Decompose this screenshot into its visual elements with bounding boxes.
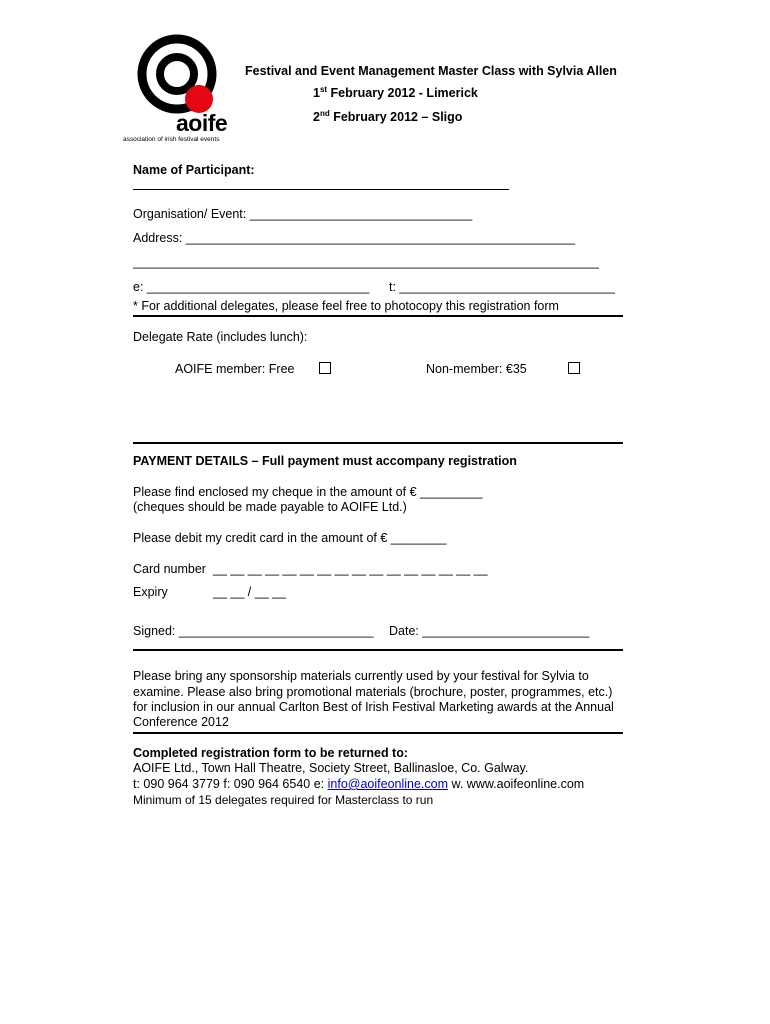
member-rate-checkbox[interactable]	[319, 362, 331, 374]
contact-line: t: 090 964 3779 f: 090 964 6540 e: info@aoifeonline.com w. www.aoifeonline.com	[133, 777, 585, 791]
expiry-label: Expiry	[133, 585, 168, 599]
credit-card-amount-field[interactable]: Please debit my credit card in the amount of € ________	[133, 531, 447, 545]
header-date-sligo: 2nd February 2012 – Sligo	[313, 109, 463, 124]
logo-tagline: association of irish festival events	[123, 136, 220, 143]
sponsorship-text: examine. Please also bring promotional materials (brochure, poster, programmes, etc.)	[133, 685, 613, 699]
signature-field[interactable]: Signed: ____________________________	[133, 624, 374, 638]
aoife-logo	[123, 32, 245, 147]
email-field[interactable]: e: ________________________________	[133, 280, 370, 294]
organisation-field[interactable]: Organisation/ Event: ________________________________	[133, 207, 473, 221]
section-divider	[133, 315, 623, 317]
participant-name-label: Name of Participant:	[133, 163, 255, 177]
header-date-limerick: 1st February 2012 - Limerick	[313, 85, 478, 100]
nonmember-rate-checkbox[interactable]	[568, 362, 580, 374]
section-divider	[133, 442, 623, 444]
telephone-field[interactable]: t: _______________________________	[389, 280, 615, 294]
nonmember-rate-label: Non-member: €35	[426, 362, 527, 376]
card-number-label: Card number	[133, 562, 206, 576]
sponsorship-text: Please bring any sponsorship materials currently used by your festival for Sylvia to	[133, 669, 589, 683]
payment-heading: PAYMENT DETAILS – Full payment must accompany registration	[133, 454, 517, 468]
header-title: Festival and Event Management Master Class with Sylvia Allen	[245, 64, 617, 78]
address-field-line2[interactable]: ___________________________________________________________________	[133, 255, 599, 269]
logo-wordmark: aoife	[176, 110, 228, 136]
minimum-delegates-note: Minimum of 15 delegates required for Masterclass to run	[133, 793, 434, 807]
date-field[interactable]: Date: ________________________	[389, 624, 590, 638]
participant-name-line[interactable]	[133, 189, 509, 190]
address-field[interactable]: Address: ________________________________________________________	[133, 231, 576, 245]
member-rate-label: AOIFE member: Free	[175, 362, 295, 376]
section-divider	[133, 649, 623, 651]
card-number-field[interactable]: __ __ __ __ __ __ __ __ __ __ __ __ __ __ __ __	[213, 562, 488, 576]
delegate-rate-heading: Delegate Rate (includes lunch):	[133, 330, 308, 344]
expiry-field[interactable]: __ __ / __ __	[213, 585, 286, 599]
section-divider	[133, 732, 623, 734]
sponsorship-text: for inclusion in our annual Carlton Best of Irish Festival Marketing awards at the Annual	[133, 700, 614, 714]
sponsorship-text: Conference 2012	[133, 715, 229, 729]
cheque-amount-field[interactable]: Please find enclosed my cheque in the amount of € _________	[133, 485, 483, 499]
return-heading: Completed registration form to be returned to:	[133, 746, 409, 760]
photocopy-note: * For additional delegates, please feel free to photocopy this registration form	[133, 299, 559, 313]
return-address: AOIFE Ltd., Town Hall Theatre, Society Street, Ballinasloe, Co. Galway.	[133, 761, 529, 775]
email-link[interactable]: info@aoifeonline.com	[327, 777, 449, 791]
cheque-payable-note: (cheques should be made payable to AOIFE Ltd.)	[133, 500, 407, 514]
